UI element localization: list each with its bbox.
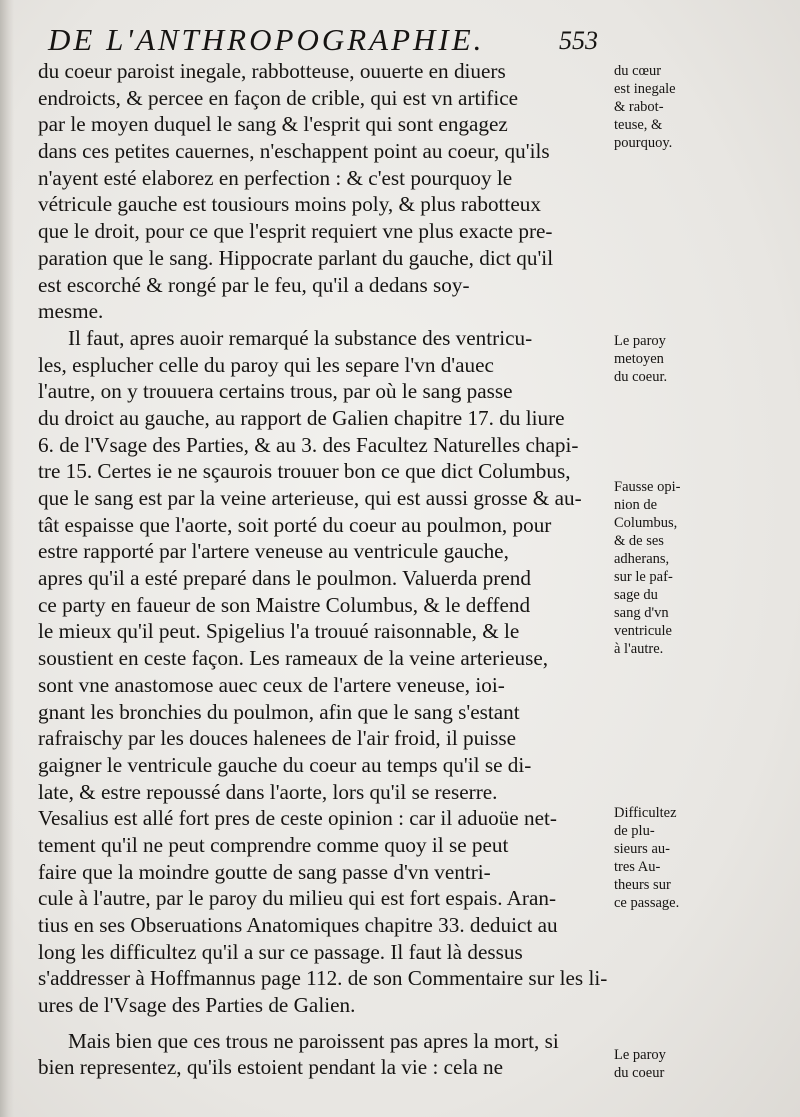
body-line: mesme. (38, 299, 104, 324)
body-line: estre rapporté par l'artere veneuse au ventricule gauche, (38, 539, 509, 564)
body-line: du droict au gauche, au rapport de Galien chapitre 17. du liure (38, 405, 565, 430)
body-line: que le sang est par la veine arterieuse, qui est aussi grosse & au- (38, 486, 582, 510)
body-line: 6. de l'Vsage des Parties, & au 3. des Facultez Naturelles chapi- (38, 432, 579, 457)
margin-note (614, 478, 706, 658)
page-gutter-shadow (0, 0, 14, 1117)
margin-note-line: est inegale (614, 81, 676, 97)
body-line: ures de l'Vsage des Parties de Galien. (38, 993, 356, 1018)
body-line: tre 15. Certes ie ne sçaurois trouuer bon ce que dict Columbus, (38, 459, 571, 484)
margin-note (614, 1046, 706, 1082)
margin-note (614, 332, 706, 386)
margin-note-line: Fausse opi- (614, 479, 681, 495)
page-header (40, 18, 600, 58)
body-line: Il faut, apres auoir remarqué la substance des ventricu- (68, 325, 533, 350)
body-line: tât espaisse que l'aorte, soit porté du coeur au poulmon, pour (38, 512, 552, 537)
body-text (38, 58, 616, 1081)
body-line: Mais bien que ces trous ne paroissent pas apres la mort, si (68, 1028, 559, 1053)
margin-note-line: sur le paf- (614, 569, 673, 585)
running-head: DE L'ANTHROPOGRAPHIE. (48, 22, 485, 57)
body-line: le mieux qu'il peut. Spigelius l'a trouué raisonnable, & le (38, 619, 520, 644)
paragraph-break (38, 1019, 616, 1028)
body-line: rafraischy par les douces halenees de l'air froid, il puisse (38, 726, 517, 751)
body-line: paration que le sang. Hippocrate parlant du gauche, dict qu'il (38, 245, 554, 270)
body-line: l'autre, on y trouuera certains trous, par où le sang passe (38, 379, 513, 404)
page-number: 553 (559, 26, 598, 55)
body-line: les, esplucher celle du paroy qui les separe l'vn d'auec (38, 352, 494, 377)
body-line: gnant les bronchies du poulmon, afin que le sang s'estant (38, 699, 520, 724)
body-line: que le droit, pour ce que l'esprit requiert vne plus exacte pre- (38, 219, 553, 244)
body-line: bien representez, qu'ils estoient pendant la vie : cela ne (38, 1055, 504, 1080)
body-line: gaigner le ventricule gauche du coeur au temps qu'il se di- (38, 752, 532, 777)
margin-note-line: du coeur (614, 1065, 665, 1081)
body-line: n'ayent esté elaborez en perfection : & c'est pourquoy le (38, 165, 513, 190)
margin-note-line: metoyen (614, 351, 664, 367)
margin-note-line: du cœur (614, 63, 662, 79)
margin-note-line: sage du (614, 587, 658, 603)
margin-note-line: theurs sur (614, 877, 671, 893)
body-line: endroicts, & percee en façon de crible, qui est vn artifice (38, 85, 519, 110)
body-line: long les difficultez qu'il a sur ce passage. Il faut là dessus (38, 939, 523, 964)
body-line: dans ces petites cauernes, n'eschappent point au coeur, qu'ils (38, 139, 550, 164)
margin-note-line: ventricule (614, 623, 672, 639)
body-line: faire que la moindre goutte de sang passe d'vn ventri- (38, 859, 491, 884)
body-line: late, & estre repoussé dans l'aorte, lors qu'il se reserre. (38, 779, 498, 804)
margin-note-line: nion de (614, 497, 658, 513)
margin-note-line: Columbus, (614, 515, 678, 531)
body-line: est escorché & rongé par le feu, qu'il a dedans soy- (38, 272, 470, 297)
margin-note-line: de plu- (614, 823, 655, 839)
margin-note-line: teuse, & (614, 117, 663, 133)
body-line: du coeur paroist inegale, rabbotteuse, ouuerte en diuers (38, 59, 506, 83)
margin-note-line: sieurs au- (614, 841, 670, 857)
margin-note (614, 62, 706, 152)
body-line: cule à l'autre, par le paroy du milieu qui est fort espais. Aran- (38, 886, 557, 911)
body-line: tius en ses Obseruations Anatomiques chapitre 33. deduict au (38, 913, 558, 937)
margin-note (614, 804, 706, 912)
margin-note-line: Le paroy (614, 1047, 666, 1063)
margin-note-line: adherans, (614, 551, 670, 567)
margin-note-line: tres Au- (614, 859, 661, 875)
margin-note-line: & rabot- (614, 99, 664, 115)
margin-note-line: Le paroy (614, 333, 666, 349)
body-line: s'addresser à Hoffmannus page 112. de son Commentaire sur les li- (38, 966, 608, 991)
margin-note-line: à l'autre. (614, 641, 664, 657)
margin-note-line: sang d'vn (614, 605, 669, 621)
margin-note-line: Difficultez (614, 805, 677, 821)
body-line: vétricule gauche est tousiours moins poly, & plus rabotteux (38, 192, 541, 217)
margin-note-line: du coeur. (614, 369, 668, 385)
margin-note-line: & de ses (614, 533, 664, 549)
body-line: ce party en faueur de son Maistre Columbus, & le deffend (38, 592, 531, 617)
body-line: sont vne anastomose auec ceux de l'artere veneuse, ioi- (38, 672, 505, 697)
body-line: tement qu'il ne peut comprendre comme quoy il se peut (38, 832, 509, 857)
body-line: soustient en ceste façon. Les rameaux de la veine arterieuse, (38, 646, 549, 671)
margin-note-line: pourquoy. (614, 135, 673, 151)
body-line: apres qu'il a esté preparé dans le poulmon. Valuerda prend (38, 566, 531, 591)
body-line: Vesalius est allé fort pres de ceste opinion : car il aduoüe net- (38, 806, 557, 831)
body-line: par le moyen duquel le sang & l'esprit qui sont engagez (38, 112, 508, 137)
margin-note-line: ce passage. (614, 895, 680, 911)
